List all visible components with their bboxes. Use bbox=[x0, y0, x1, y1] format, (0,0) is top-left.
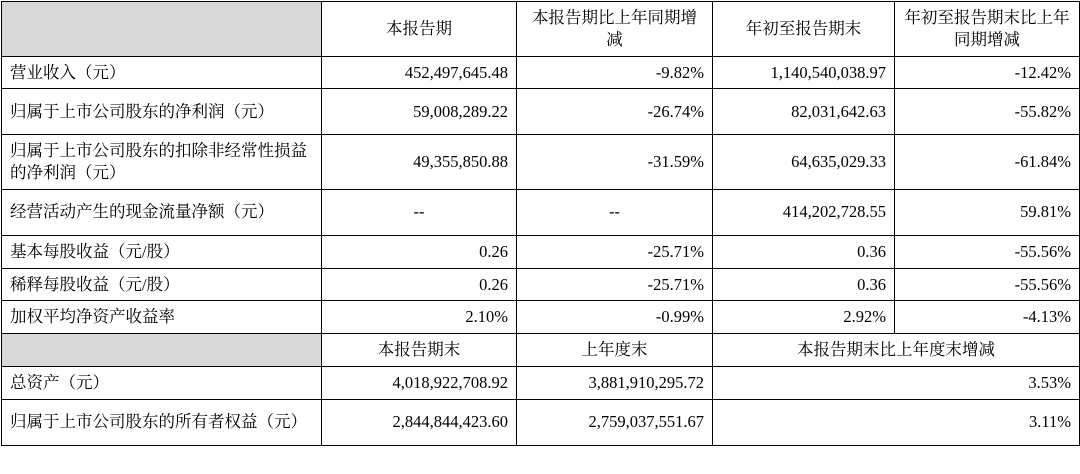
cell-weighted-roe-ytd: 2.92% bbox=[713, 301, 895, 334]
row-label-total-assets: 总资产（元） bbox=[2, 366, 322, 399]
table-row bbox=[2, 268, 1080, 301]
subheader-col-prior-year-end: 上年度末 bbox=[517, 334, 713, 367]
cell-total-assets-change: 3.53% bbox=[713, 366, 1080, 399]
table-row bbox=[2, 189, 1080, 235]
cell-cash-flow-ytd-yoy: 59.81% bbox=[895, 189, 1080, 235]
row-label-revenue: 营业收入（元） bbox=[2, 56, 322, 89]
cell-basic-eps-ytd-yoy: -55.56% bbox=[895, 235, 1080, 268]
header-corner-cell bbox=[2, 2, 322, 57]
row-label-equity-attributable: 归属于上市公司股东的所有者权益（元） bbox=[2, 399, 322, 445]
cell-diluted-eps-current-yoy: -25.71% bbox=[517, 268, 713, 301]
cell-total-assets-period-end: 4,018,922,708.92 bbox=[322, 366, 517, 399]
table-row bbox=[2, 56, 1080, 89]
cell-net-profit-excl-current: 49,355,850.88 bbox=[322, 135, 517, 190]
header-col-ytd-yoy: 年初至报告期末比上年同期增减 bbox=[895, 2, 1080, 57]
cell-revenue-ytd-yoy: -12.42% bbox=[895, 56, 1080, 89]
row-label-basic-eps: 基本每股收益（元/股） bbox=[2, 235, 322, 268]
cell-net-profit-ytd: 82,031,642.63 bbox=[713, 89, 895, 135]
table-row bbox=[2, 366, 1080, 399]
cell-equity-change: 3.11% bbox=[713, 399, 1080, 445]
cell-cash-flow-current-yoy: -- bbox=[517, 189, 713, 235]
cell-basic-eps-current: 0.26 bbox=[322, 235, 517, 268]
cell-revenue-current-yoy: -9.82% bbox=[517, 56, 713, 89]
row-label-weighted-roe: 加权平均净资产收益率 bbox=[2, 301, 322, 334]
table-row bbox=[2, 301, 1080, 334]
subheader-corner-cell bbox=[2, 334, 322, 367]
row-label-operating-cash-flow: 经营活动产生的现金流量净额（元） bbox=[2, 189, 322, 235]
cell-basic-eps-ytd: 0.36 bbox=[713, 235, 895, 268]
cell-weighted-roe-ytd-yoy: -4.13% bbox=[895, 301, 1080, 334]
cell-net-profit-ytd-yoy: -55.82% bbox=[895, 89, 1080, 135]
table-subheader-row bbox=[2, 334, 1080, 367]
cell-basic-eps-current-yoy: -25.71% bbox=[517, 235, 713, 268]
cell-cash-flow-ytd: 414,202,728.55 bbox=[713, 189, 895, 235]
row-label-diluted-eps: 稀释每股收益（元/股） bbox=[2, 268, 322, 301]
cell-diluted-eps-ytd: 0.36 bbox=[713, 268, 895, 301]
cell-net-profit-current: 59,008,289.22 bbox=[322, 89, 517, 135]
header-col-current-period: 本报告期 bbox=[322, 2, 517, 57]
cell-weighted-roe-current: 2.10% bbox=[322, 301, 517, 334]
table-row bbox=[2, 89, 1080, 135]
header-col-ytd: 年初至报告期末 bbox=[713, 2, 895, 57]
cell-net-profit-excl-ytd: 64,635,029.33 bbox=[713, 135, 895, 190]
table-header-row bbox=[2, 2, 1080, 57]
cell-cash-flow-current: -- bbox=[322, 189, 517, 235]
row-label-net-profit-excl-nonrecurring: 归属于上市公司股东的扣除非经常性损益的净利润（元） bbox=[2, 135, 322, 190]
cell-revenue-current: 452,497,645.48 bbox=[322, 56, 517, 89]
cell-revenue-ytd: 1,140,540,038.97 bbox=[713, 56, 895, 89]
financial-summary-table bbox=[1, 1, 1080, 446]
table-row bbox=[2, 135, 1080, 190]
cell-net-profit-excl-current-yoy: -31.59% bbox=[517, 135, 713, 190]
cell-diluted-eps-current: 0.26 bbox=[322, 268, 517, 301]
cell-weighted-roe-current-yoy: -0.99% bbox=[517, 301, 713, 334]
cell-equity-prior-year-end: 2,759,037,551.67 bbox=[517, 399, 713, 445]
cell-total-assets-prior-year-end: 3,881,910,295.72 bbox=[517, 366, 713, 399]
table-row bbox=[2, 235, 1080, 268]
subheader-col-change: 本报告期末比上年度末增减 bbox=[713, 334, 1080, 367]
row-label-net-profit: 归属于上市公司股东的净利润（元） bbox=[2, 89, 322, 135]
header-col-current-period-yoy: 本报告期比上年同期增减 bbox=[517, 2, 713, 57]
subheader-col-period-end: 本报告期末 bbox=[322, 334, 517, 367]
cell-equity-period-end: 2,844,844,423.60 bbox=[322, 399, 517, 445]
cell-net-profit-current-yoy: -26.74% bbox=[517, 89, 713, 135]
table-row bbox=[2, 399, 1080, 445]
cell-net-profit-excl-ytd-yoy: -61.84% bbox=[895, 135, 1080, 190]
cell-diluted-eps-ytd-yoy: -55.56% bbox=[895, 268, 1080, 301]
